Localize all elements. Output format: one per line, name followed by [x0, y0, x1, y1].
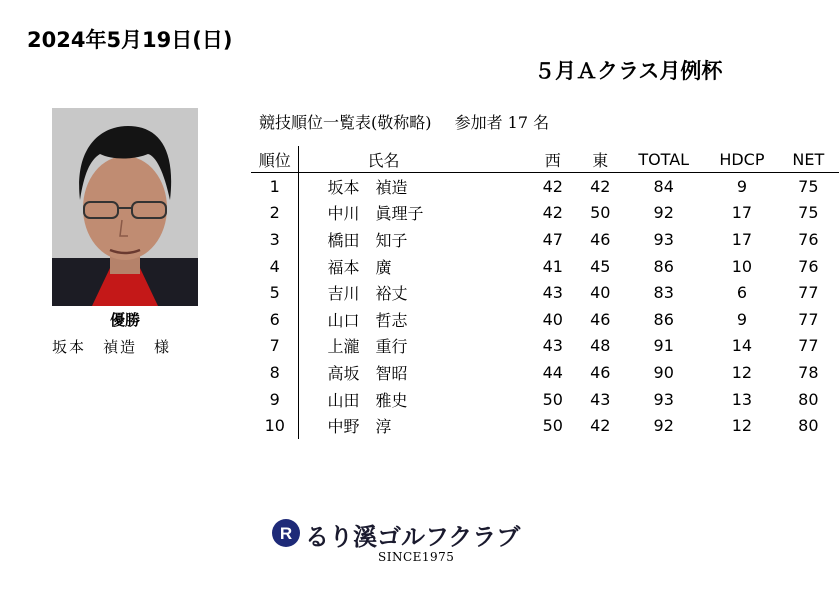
table-row [251, 333, 839, 360]
cell-total: 86 [653, 256, 674, 276]
cell-hdcp: 13 [731, 389, 753, 409]
results-table [251, 146, 839, 439]
cell-hdcp: 17 [731, 203, 753, 223]
cell-rank: 7 [251, 333, 299, 360]
club-since: SINCE1975 [378, 550, 455, 564]
cell-east: 50 [590, 203, 611, 223]
cell-total: 92 [653, 416, 674, 436]
cell-east: 42 [590, 176, 611, 196]
cell-total: 91 [653, 336, 674, 356]
cell-hdcp: 12 [731, 362, 753, 382]
cell-net: 80 [798, 389, 819, 409]
table-row [251, 226, 839, 253]
results-header-row [251, 146, 839, 173]
table-row [251, 306, 839, 333]
cell-total: 93 [653, 229, 674, 249]
club-r-logo-icon [271, 518, 301, 548]
cell-name: 山田 雅史 [327, 390, 408, 410]
cell-rank: 4 [251, 253, 299, 280]
cell-net: 77 [798, 336, 819, 356]
cell-rank: 10 [251, 412, 299, 439]
cell-rank: 1 [251, 173, 299, 200]
cell-west: 43 [542, 283, 563, 303]
cell-name: 高坂 智昭 [327, 363, 408, 383]
col-west: 西 [526, 146, 579, 173]
cell-east: 46 [590, 229, 611, 249]
cell-hdcp: 10 [731, 256, 753, 276]
cell-rank: 9 [251, 386, 299, 413]
event-date: 2024年5月19日(日) [27, 28, 233, 52]
cell-name: 福本 廣 [327, 257, 392, 277]
cell-east: 43 [590, 389, 611, 409]
event-title: ５月Ａクラス月例杯 [534, 59, 723, 83]
cell-net: 76 [798, 256, 819, 276]
col-net: NET [778, 146, 839, 173]
cell-total: 90 [653, 362, 674, 382]
cell-west: 42 [542, 176, 563, 196]
cell-hdcp: 17 [731, 229, 753, 249]
cell-east: 48 [590, 336, 611, 356]
col-rank: 順位 [251, 146, 299, 173]
cell-net: 77 [798, 283, 819, 303]
winner-name: 坂本 禎造 様 [52, 338, 172, 356]
cell-east: 40 [590, 283, 611, 303]
cell-west: 47 [542, 229, 563, 249]
cell-name: 吉川 裕丈 [327, 284, 408, 304]
cell-net: 78 [798, 362, 819, 382]
cell-hdcp: 9 [736, 176, 747, 196]
cell-west: 40 [542, 309, 563, 329]
cell-hdcp: 6 [736, 283, 747, 303]
cell-hdcp: 9 [736, 309, 747, 329]
results-title: 競技順位一覧表(敬称略) [259, 113, 432, 132]
table-row [251, 279, 839, 306]
cell-west: 50 [542, 416, 563, 436]
cell-net: 77 [798, 309, 819, 329]
cell-name: 中野 淳 [327, 417, 392, 437]
table-row [251, 253, 839, 280]
cell-name: 橋田 知子 [327, 230, 408, 250]
club-name: るり溪ゴルフクラブ [305, 523, 521, 551]
cell-total: 92 [653, 203, 674, 223]
winner-label: 優勝 [109, 311, 140, 329]
cell-net: 75 [798, 203, 819, 223]
cell-rank: 3 [251, 226, 299, 253]
cell-total: 84 [653, 176, 674, 196]
cell-west: 41 [542, 256, 563, 276]
participant-count: 参加者 17 名 [454, 113, 550, 132]
cell-total: 83 [653, 283, 674, 303]
cell-total: 86 [653, 309, 674, 329]
results-caption [259, 110, 567, 133]
cell-rank: 2 [251, 200, 299, 227]
cell-rank: 5 [251, 279, 299, 306]
cell-hdcp: 12 [731, 416, 753, 436]
logo-letter: R [279, 524, 293, 543]
cell-net: 75 [798, 176, 819, 196]
winner-photo [52, 108, 198, 306]
cell-east: 42 [590, 416, 611, 436]
cell-net: 76 [798, 229, 819, 249]
table-row [251, 386, 839, 413]
cell-west: 44 [542, 362, 563, 382]
cell-name: 坂本 禎造 [327, 177, 408, 197]
cell-west: 42 [542, 203, 563, 223]
cell-name: 上瀧 重行 [327, 337, 408, 357]
table-row [251, 412, 839, 439]
col-name: 氏名 [299, 146, 526, 173]
col-total: TOTAL [621, 146, 706, 173]
table-row [251, 173, 839, 200]
cell-name: 中川 眞理子 [327, 204, 424, 224]
cell-east: 46 [590, 362, 611, 382]
cell-west: 50 [542, 389, 563, 409]
cell-rank: 8 [251, 359, 299, 386]
col-hdcp: HDCP [706, 146, 778, 173]
cell-name: 山口 哲志 [327, 310, 408, 330]
col-east: 東 [579, 146, 621, 173]
cell-net: 80 [798, 416, 819, 436]
results-body [251, 173, 839, 439]
cell-total: 93 [653, 389, 674, 409]
club-logo [271, 515, 541, 551]
cell-west: 43 [542, 336, 563, 356]
table-row [251, 359, 839, 386]
cell-hdcp: 14 [731, 336, 753, 356]
table-row [251, 200, 839, 227]
cell-rank: 6 [251, 306, 299, 333]
cell-east: 45 [590, 256, 611, 276]
cell-east: 46 [590, 309, 611, 329]
